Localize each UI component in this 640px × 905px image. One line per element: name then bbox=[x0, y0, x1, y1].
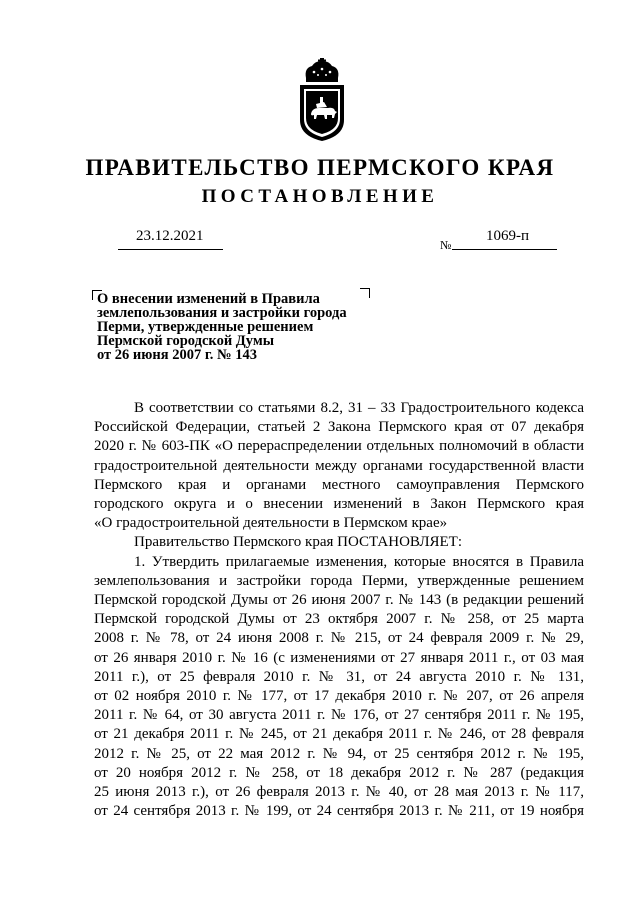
text-line: Пермской городской Думы от 23 октября 2007 г. № 258, от 25 марта bbox=[94, 611, 584, 628]
text-line: 2011 г.), от 25 февраля 2010 г. № 31, от 24 августа 2010 г. № 131, bbox=[94, 668, 584, 685]
text-line: градостроительной деятельности между органами государственной власти bbox=[94, 457, 584, 474]
document-type: ПОСТАНОВЛЕНИЕ bbox=[201, 186, 439, 207]
subject-line: от 26 июня 2007 г. № 143 bbox=[97, 347, 257, 363]
text-line: 25 июня 2013 г.), от 26 февраля 2013 г. № 40, от 28 мая 2013 г. № 117, bbox=[94, 784, 584, 801]
subject-line: О внесении изменений в Правила bbox=[97, 291, 320, 307]
number-sign: № bbox=[440, 238, 452, 252]
text-line: 2012 г. № 25, от 22 мая 2012 г. № 94, от 25 сентября 2012 г. № 195, bbox=[94, 745, 584, 762]
date-underline bbox=[118, 249, 223, 250]
text-line: от 21 декабря 2011 г. № 245, от 21 декабря 2011 г. № 246, от 28 февраля bbox=[94, 726, 584, 743]
document-subject bbox=[97, 292, 367, 362]
text-line: от 02 ноября 2010 г. № 177, от 17 декабря 2010 г. № 207, от 26 апреля bbox=[94, 688, 584, 705]
document-body bbox=[94, 399, 584, 821]
text-line: землепользования и застройки города Перми, утвержденные решением bbox=[94, 572, 584, 589]
text-line: городского округа и о внесении изменений в Закон Пермского края bbox=[94, 496, 584, 513]
subject-line: Перми, утвержденные решением bbox=[97, 319, 314, 335]
document-number: 1069-п bbox=[486, 228, 530, 244]
text-line: от 26 января 2010 г. № 16 (с изменениями от 27 января 2011 г., от 03 мая bbox=[94, 649, 584, 666]
text-line: Российской Федерации, статьей 2 Закона Пермского края от 07 декабря bbox=[94, 419, 584, 436]
text-line: от 20 ноября 2012 г. № 258, от 18 декабря 2012 г. № 287 (редакция bbox=[94, 764, 584, 781]
clause-1-paragraph bbox=[94, 553, 584, 822]
text-line: В соответствии со статьями 8.2, 31 – 33 Градостроительного кодекса bbox=[134, 400, 584, 416]
government-title: ПРАВИТЕЛЬСТВО ПЕРМСКОГО КРАЯ bbox=[85, 155, 555, 180]
number-underline bbox=[452, 249, 557, 250]
perm-krai-coat-of-arms-icon bbox=[294, 58, 350, 142]
subject-line: Пермской городской Думы bbox=[97, 333, 275, 349]
text-line: 2020 г. № 603-ПК «О перераспределении отдельных полномочий в области bbox=[94, 438, 584, 455]
text-line: Правительство Пермского края ПОСТАНОВЛЯЕТ: bbox=[134, 534, 463, 551]
preamble-paragraph bbox=[94, 399, 584, 533]
document-date: 23.12.2021 bbox=[136, 228, 204, 244]
text-line: 2011 г. № 64, от 30 августа 2011 г. № 176, от 27 сентября 2011 г. № 195, bbox=[94, 707, 584, 724]
text-line: Пермского края и органами местного самоуправления Пермского bbox=[94, 476, 584, 493]
resolution-paragraph bbox=[94, 533, 584, 552]
text-line: Пермской городской Думы от 26 июня 2007 г. № 143 (в редакции решений bbox=[94, 592, 584, 609]
text-line: от 24 сентября 2013 г. № 199, от 24 сентября 2013 г. № 211, от 19 ноября bbox=[94, 803, 584, 820]
text-line: 2008 г. № 78, от 24 июня 2008 г. № 215, от 24 февраля 2009 г. № 29, bbox=[94, 630, 584, 647]
text-line: 1. Утвердить прилагаемые изменения, которые вносятся в Правила bbox=[134, 553, 584, 570]
text-line: «О градостроительной деятельности в Пермском крае» bbox=[94, 515, 448, 532]
subject-line: землепользования и застройки города bbox=[97, 305, 347, 321]
